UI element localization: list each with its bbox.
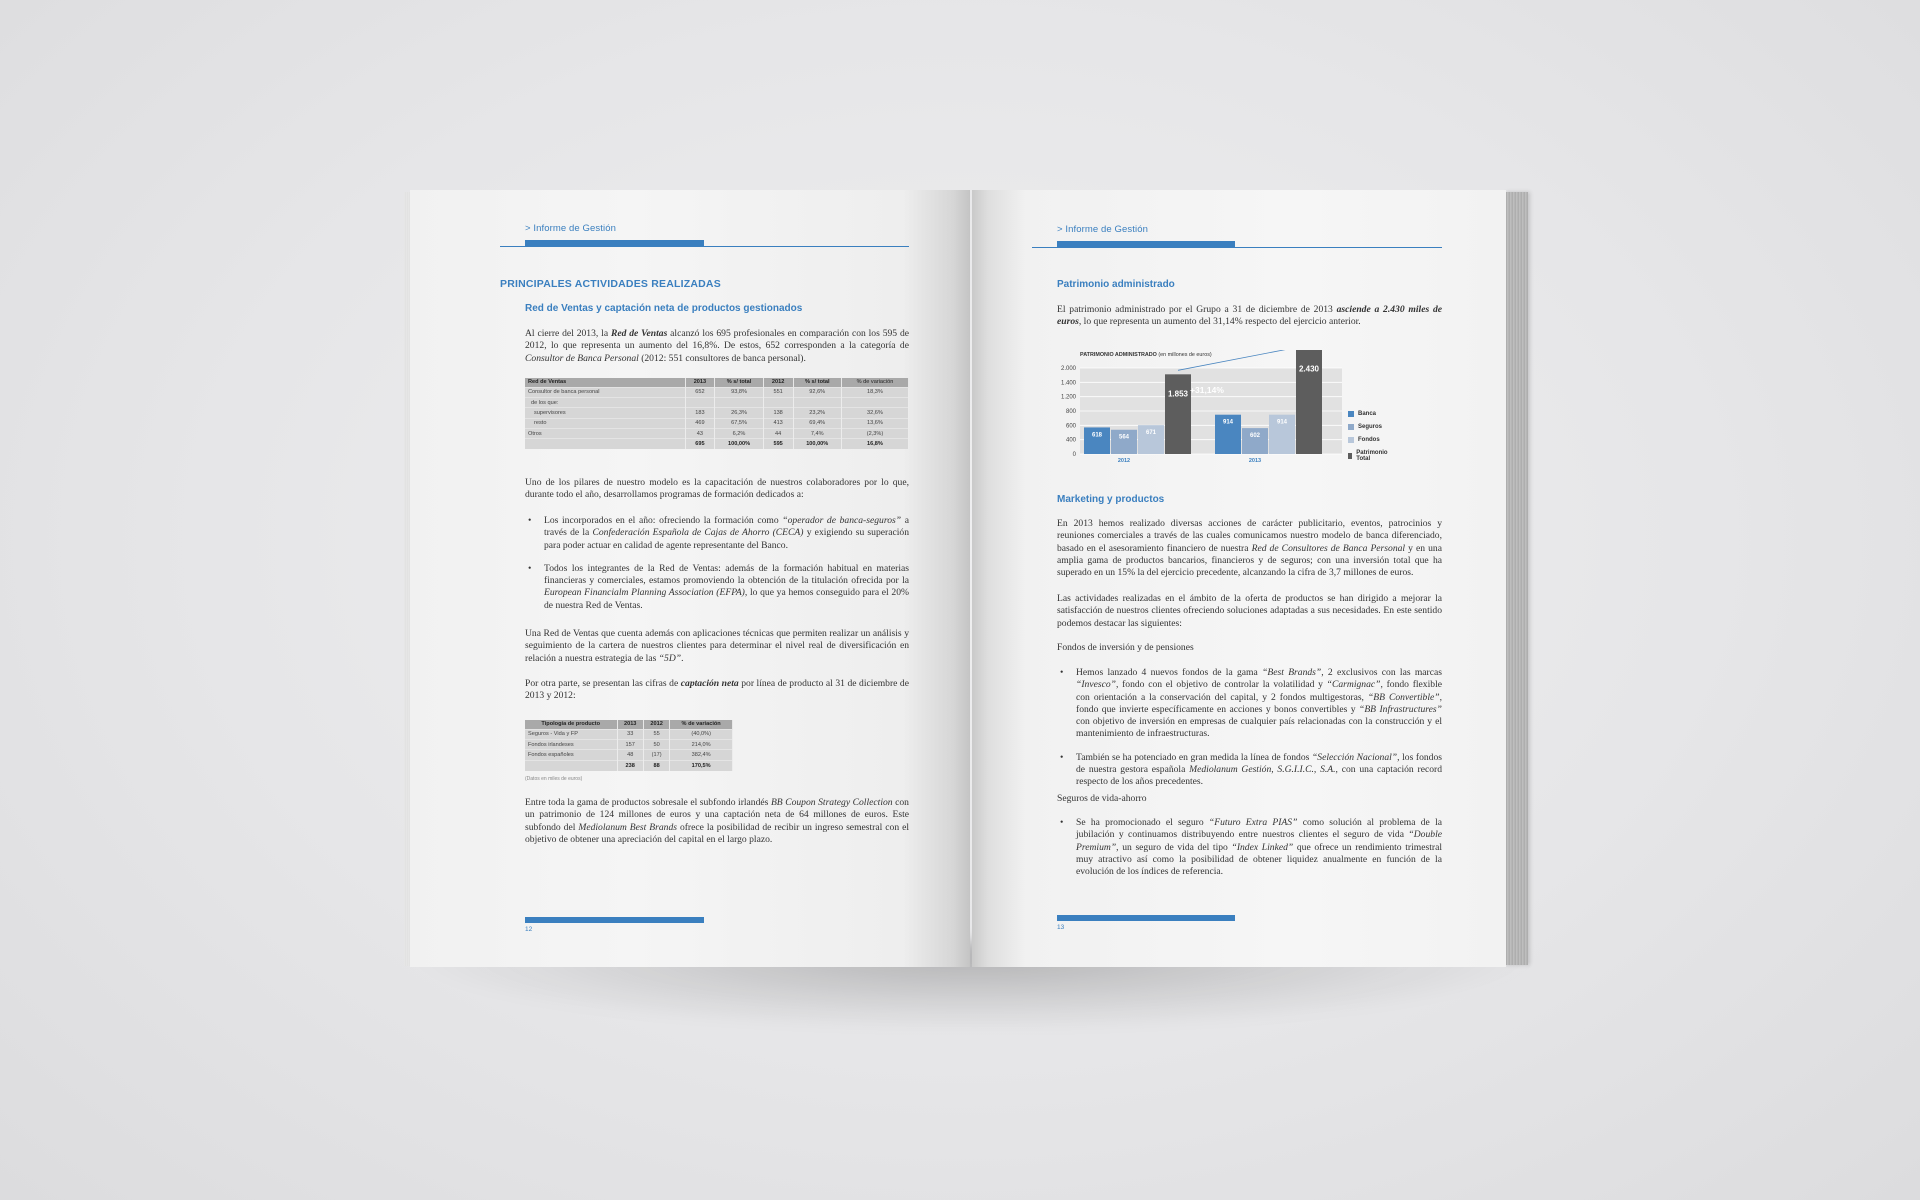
bar-seguros: [1242, 428, 1268, 454]
page-number: 13: [1057, 924, 1065, 931]
legend-label: Patrimonio Total: [1356, 450, 1388, 462]
table-total-row: 695 100,00% 595 100,00% 16,8%: [525, 439, 909, 449]
left-page: [410, 190, 970, 967]
table-header: Red de Ventas: [525, 378, 685, 387]
table-header: 2013: [685, 378, 715, 387]
page-edges-right: [1504, 192, 1528, 965]
chart-svg: [1042, 350, 1342, 470]
paragraph-patrimonio: El patrimonio administrado por el Grupo a 31 de diciembre de 2013 asciende a 2.430 miles de euros, lo que representa un aumento del 31,14% respecto del ejercicio anterior.: [1057, 304, 1443, 328]
data-label: 914: [1276, 419, 1288, 426]
legend-item: [1348, 424, 1382, 430]
bar-patrimonio-total: [1165, 374, 1191, 454]
data-label: 671: [1145, 430, 1157, 437]
legend-label: Seguros: [1358, 424, 1383, 430]
training-list: [528, 515, 909, 623]
list-item: • También se ha potenciado en gran medida la línea de fondos “Selección Nacional”, los fondos de nuestra gestora española Mediolanum Gestión, S.G.I.I.C., S.A., con una captación record respecto de los años precedentes.: [1060, 751, 1442, 788]
list-item: • Hemos lanzado 4 nuevos fondos de la gama “Best Brands”, 2 exclusivos con las marcas “Invesco”, fondo con el objetivo de controlar la volatilidad y “Carmignac”, fondo flexible con orientación a la conservación del capital, y 2 fondos multigestoras, “BB Convertible”, fondo que invierte específicamente en acciones y bonos convertibles y “BB Infrastructures” con objetivo de inversión en empresas de cualquier país relacionadas con la construcción y el mantenimiento de infraestructuras.: [1060, 667, 1442, 740]
subsection-title: Red de Ventas y captación neta de productos gestionados: [525, 303, 803, 314]
seguros-list: [1060, 817, 1442, 889]
paragraph-red-ventas: Al cierre del 2013, la Red de Ventas alcanzó los 695 profesionales en comparación con los 595 de 2012, lo que representa un aumento del 16,8%. De estos, 652 corresponden a la categoría de Consultor de Banca Personal (2012: 551 consultores de banca personal).: [525, 328, 910, 364]
paragraph-capacitacion: Uno de los pilares de nuestro modelo es la capacitación de nuestros colaboradores por lo que, durante todo el año, desarrollamos programas de formación dedicados a:: [525, 477, 909, 501]
paragraph-bb-coupon: Entre toda la gama de productos sobresale el subfondo irlandés BB Coupon Strategy Collection con un patrimonio de 124 millones de euros y una captación neta de 64 millones de euros. Este subfondo del Mediolanum Best Brands ofrece la posibilidad de recibir un ingreso semestral con el objetivo de obtener una apreciación del capital en el largo plazo.: [525, 797, 909, 845]
table-header: % de variación: [670, 720, 733, 729]
legend-swatch: [1348, 453, 1352, 459]
fondos-list: [1060, 667, 1442, 800]
chart-title: PATRIMONIO ADMINISTRADO (en millones de euros): [1080, 352, 1212, 358]
bar-banca: [1084, 427, 1110, 454]
legend-swatch: [1348, 411, 1354, 417]
captacion-table: [525, 720, 733, 771]
data-label: 602: [1249, 433, 1261, 440]
header-label: > Informe de Gestión: [525, 223, 616, 234]
growth-annotation: +31,14%: [1190, 385, 1224, 395]
header-label: > Informe de Gestión: [1057, 224, 1148, 235]
table-row: Consultor de banca personal 652 93,8% 551 92,6% 18,3%: [525, 387, 909, 397]
data-label: 914: [1222, 419, 1234, 426]
page-number: 12: [525, 926, 533, 933]
title-marketing: Marketing y productos: [1057, 494, 1165, 505]
red-ventas-table: [525, 378, 909, 449]
data-label: 1.853: [1167, 389, 1189, 399]
legend-item: [1348, 411, 1376, 417]
x-tick-label: 2013: [1248, 458, 1262, 464]
table-header: Tipología de producto: [525, 720, 617, 729]
paragraph-actividades: Las actividades realizadas en el ámbito de la oferta de productos se han dirigido a mejorar la satisfacción de nuestros clientes ofreciendo soluciones adaptadas a sus necesidades. En este sentido podemos destacar las siguientes:: [1057, 593, 1442, 629]
patrimonio-chart: [1042, 350, 1442, 470]
y-tick-label: 1.200: [1060, 394, 1076, 401]
table-row: resto 469 67,5% 413 69,4% 13,6%: [525, 418, 909, 428]
y-tick-label: 1.400: [1060, 380, 1076, 387]
list-item: • Los incorporados en el año: ofreciendo la formación como “operador de banca-seguros” a través de la Confederación Española de Cajas de Ahorro (CECA) y exigiendo su superación para poder actuar en calidad de agente representante del Banco.: [528, 515, 909, 551]
list-item: • Todos los integrantes de la Red de Ventas: además de la formación habitual en materias financieras y comerciales, estamos promoviendo la obtención de la titulación ofrecida por la European Financialm Planning Association (EFPA), lo que ya hemos conseguido para el 20% de nuestra Red de Ventas.: [528, 562, 909, 611]
header-rule: [500, 246, 909, 247]
table-row: Fondos españoles 48 (17) 382,4%: [525, 750, 733, 760]
paragraph-aplicaciones: Una Red de Ventas que cuenta además con aplicaciones técnicas que permiten realizar un análisis y seguimiento de la cartera de nuestros clientes para determinar el nivel real de diversificación en relación a nuestra estrategia de las “5D”.: [525, 628, 909, 664]
legend-label: Fondos: [1358, 437, 1380, 443]
y-tick-label: 600: [1065, 423, 1076, 430]
paragraph-marketing: En 2013 hemos realizado diversas acciones de carácter publicitario, eventos, patrocinios y reuniones comerciales a través de las cuales comunicamos nuestro modelo de banca diferenciado, basado en el asesoramiento financiero de nuestra Red de Consultores de Banca Personal y en una amplia gama de productos bancarios, financieros y de seguros; con una inversión total que ha superado en un 15% la del ejercicio precedente, alcanzando la cifra de 3,7 millones de euros.: [1057, 518, 1442, 579]
legend-item: [1348, 437, 1380, 443]
legend-label: Banca: [1358, 411, 1377, 417]
subheading-fondos: Fondos de inversión y de pensiones: [1057, 642, 1194, 653]
y-tick-label: 2.000: [1060, 366, 1076, 372]
y-tick-label: 400: [1065, 437, 1076, 444]
bar-seguros: [1111, 430, 1137, 454]
table-row: Seguros - Vida y FP 33 55 (40,0%): [525, 729, 733, 739]
legend-swatch: [1348, 437, 1354, 443]
section-title: PRINCIPALES ACTIVIDADES REALIZADAS: [500, 278, 721, 290]
table-header: 2012: [643, 720, 669, 729]
data-label: 2.430: [1298, 364, 1320, 374]
table-row: Fondos irlandeses 157 50 214,0%: [525, 739, 733, 749]
header-rule: [1032, 247, 1442, 248]
table-header: % s/ total: [793, 378, 841, 387]
right-page: [972, 190, 1506, 967]
subheading-seguros: Seguros de vida-ahorro: [1057, 793, 1147, 804]
footer-accent-bar: [1057, 915, 1235, 921]
table-header: % de variación: [841, 378, 908, 387]
y-tick-label: 0: [1072, 452, 1076, 458]
table-row: supervisores 183 26,3% 138 23,2% 32,6%: [525, 408, 909, 418]
data-label: 564: [1118, 434, 1130, 441]
title-patrimonio: Patrimonio administrado: [1057, 279, 1175, 290]
legend-item: [1348, 450, 1389, 462]
table-header: 2012: [763, 378, 793, 387]
table-row: de los que:: [525, 397, 909, 407]
table-row: Otros 43 6,2% 44 7,4% (2,3%): [525, 429, 909, 439]
paragraph-captacion: Por otra parte, se presentan las cifras de captación neta por línea de producto al 31 de diciembre de 2013 y 2012:: [525, 678, 909, 702]
table-header: 2013: [617, 720, 643, 729]
data-label: 618: [1091, 432, 1103, 439]
list-item: • Se ha promocionado el seguro “Futuro Extra PIAS” como solución al problema de la jubilación y continuamos distribuyendo entre nuestros clientes el seguro de vida “Double Premium”, un seguro de vida del tipo “Index Linked” que ofrece un rendimiento trimestral muy atractivo así como la posibilidad de obtener liquidez anualmente en función de la evolución de los índices de referencia.: [1060, 817, 1442, 878]
legend-swatch: [1348, 424, 1354, 430]
table-total-row: 238 88 170,5%: [525, 760, 733, 770]
footer-accent-bar: [525, 917, 704, 923]
table-note: (Datos en miles de euros): [525, 776, 583, 782]
x-tick-label: 2012: [1117, 458, 1131, 464]
table-header: % s/ total: [715, 378, 763, 387]
y-tick-label: 800: [1065, 409, 1076, 415]
